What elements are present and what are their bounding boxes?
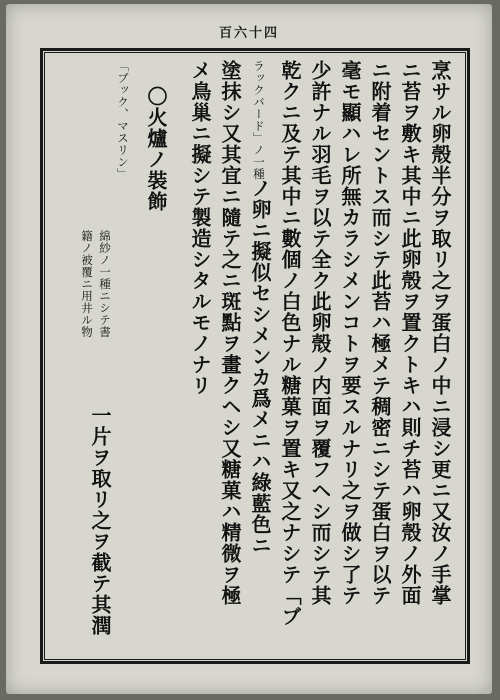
text-column-6: 乾クニ及テ其中ニ數個ノ白色ナル糖菓ヲ置キ又之ナシテ「ブ — [278, 60, 302, 627]
text-area — [58, 60, 454, 650]
text-column-last: 一片ヲ取リ之ヲ截テ其潤 — [88, 405, 112, 636]
annotation-2: 綿紗ノ一種ニシテ書 — [98, 230, 112, 338]
text-column-4: 毫モ顯ハレ所無カラシメンコトヲ要スルナリ之ヲ做シ了テ — [338, 60, 362, 606]
text-column-2: ニ苔ヲ敷キ其中ニ此卵殼ヲ置クトキハ則チ苔ハ卵殼ノ外面 — [398, 60, 422, 606]
text-column-9: メ鳥巢ニ擬シテ製造シタルモノナリ — [188, 60, 212, 396]
text-column-3: ニ附着セントス而シテ此苔ハ極メテ稠密ニシテ蛋白ヲ以テ — [368, 60, 392, 606]
annotation-1: 「ブック、マスリン」 — [116, 60, 130, 180]
text-column-7: ノ卵ニ擬似セシメンカ爲メニハ綠藍色ニ — [248, 178, 272, 556]
text-column-5: 少許ナル羽毛ヲ以テ全ク此卵殼ノ内面ヲ覆フヘシ而シテ其 — [308, 60, 332, 606]
page-number: 百六十四 — [218, 26, 279, 41]
section-heading: 〇火爐ノ裝飾 — [144, 86, 168, 212]
book-page — [6, 4, 492, 694]
annotation-3: 籍ノ被覆ニ用井ル物 — [80, 230, 94, 338]
text-column-7-note: ラックバード」ノ一種 — [252, 60, 266, 180]
text-column-8: 塗抹シ又其宜ニ隨テ之ニ斑點ヲ畫クヘシ又糖菓ハ精微ヲ極 — [218, 60, 242, 606]
text-column-1: 烹サル卵殼半分ヲ取リ之ヲ蛋白ノ中ニ浸シ更ニ又汝ノ手掌 — [428, 60, 452, 606]
